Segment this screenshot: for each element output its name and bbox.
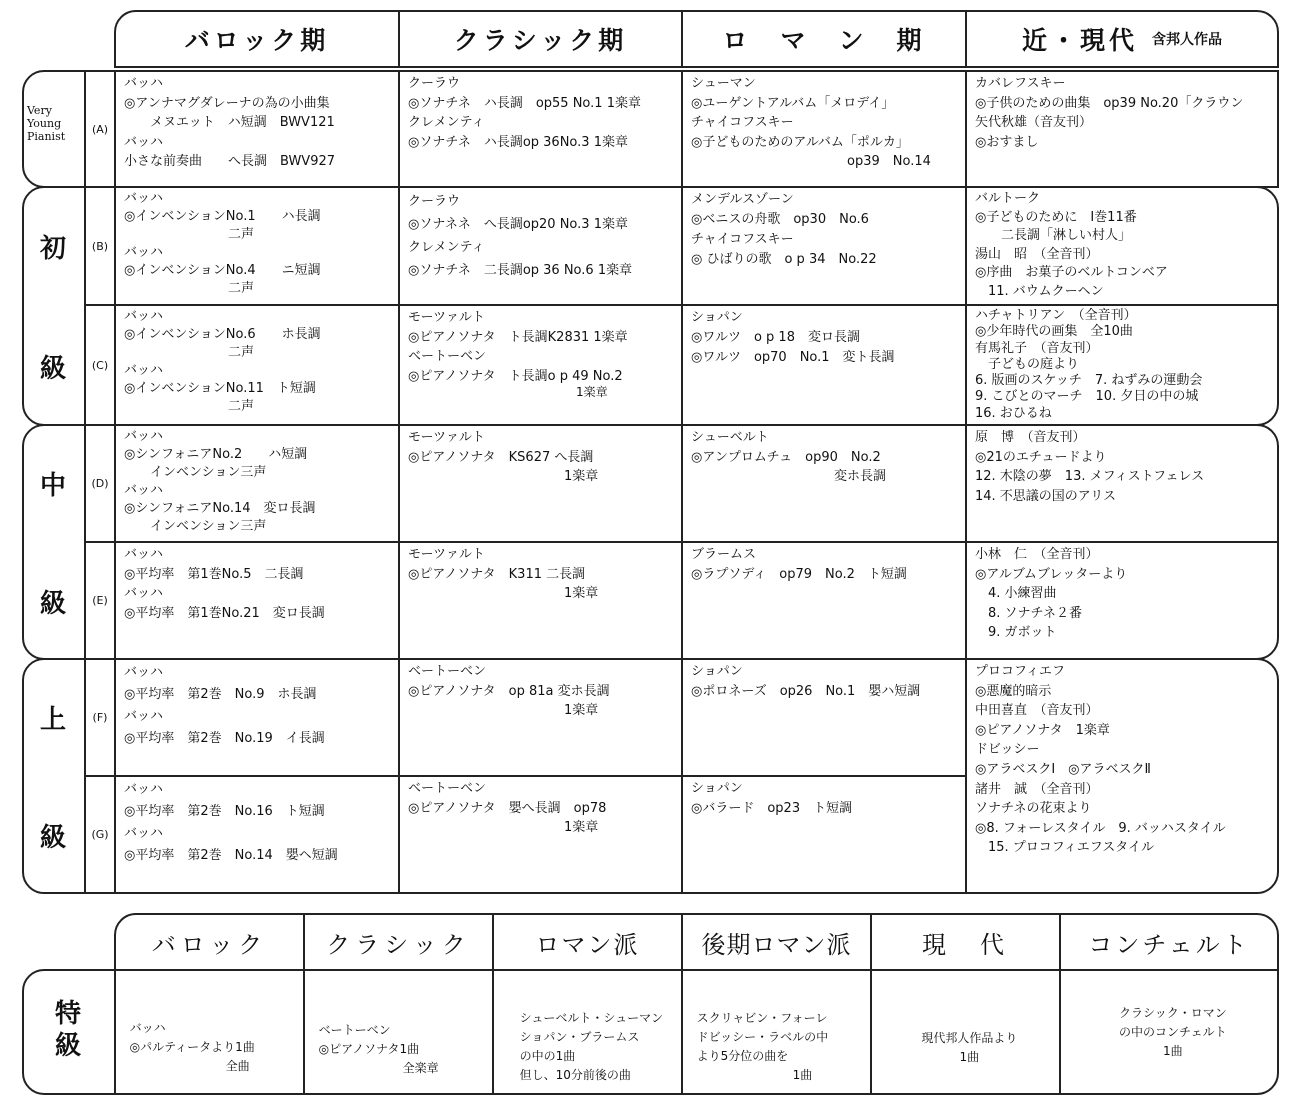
cell-fg-modern: プロコフィエフ ◎悪魔的暗示 中田喜直 （音友刊） ◎ピアノソナタ 1楽章 ドビッシー ◎アラベスクⅠ ◎アラベスクⅡ 諸井 誠 （全音刊） ソナチネの花束より ◎8. フォーレスタイル 9. バッハスタイル 15. プロコフィエフスタイル bbox=[975, 664, 1226, 856]
special-cell-classic: ベートーベン ◎ピアノソナタ1曲 全楽章 bbox=[318, 1023, 439, 1075]
cell-g-classic: ベートーベン ◎ピアノソナタ 嬰へ長調 op78 1楽章 bbox=[408, 781, 607, 835]
cell-e-romantic: ブラームス ◎ラプソディ op79 No.2 ト短調 bbox=[691, 547, 907, 582]
cell-c-classic: モーツァルト ◎ピアノソナタ ト長調K2831 1楽章 ベートーベン ◎ピアノソナタ ト長調o p 49 No.2 1楽章 bbox=[408, 310, 628, 399]
level-beginner: 初 級 bbox=[39, 233, 66, 384]
header-romantic: ロ マ ン 期 bbox=[681, 10, 967, 68]
row-mark-d: (D) bbox=[91, 477, 109, 490]
cell-e-baroque: バッハ ◎平均率 第1巻No.5 二長調 バッハ ◎平均率 第1巻No.21 変ロ長調 bbox=[124, 547, 325, 621]
cell-d-modern: 原 博 （音友刊） ◎21のエチュードより 12. 木陰の夢 13. メフィストフェレス 14. 不思議の国のアリス bbox=[975, 430, 1205, 504]
header-modern: 近・現代 含邦人作品 bbox=[965, 10, 1279, 68]
level-special: 特 級 bbox=[54, 999, 81, 1061]
cell-a-modern: カバレフスキー ◎子供のための曲集 op39 No.20「クラウン 矢代秋雄（音友刊） ◎おすまし bbox=[975, 76, 1244, 150]
header-modern-sub: 含邦人作品 bbox=[1152, 32, 1222, 48]
cell-f-classic: ベートーベン ◎ピアノソナタ op 81a 変ホ長調 1楽章 bbox=[408, 664, 610, 718]
level-very-young: Very Young Pianist bbox=[27, 104, 66, 143]
special-header-romantic: ロマン派 bbox=[535, 930, 640, 959]
special-header-modern: 現 代 bbox=[922, 930, 1009, 959]
cell-a-classic: クーラウ ◎ソナチネ ハ長調 op55 No.1 1楽章 クレメンティ ◎ソナチネ ハ長調op 36No.3 1楽章 bbox=[408, 76, 641, 150]
cell-e-modern: 小林 仁 （全音刊） ◎アルブムブレッターより 4. 小練習曲 8. ソナチネ２番 9. ガボット bbox=[975, 547, 1128, 640]
header-baroque: バロック期 bbox=[114, 10, 400, 68]
cell-g-baroque: バッハ ◎平均率 第2巻 No.16 ト短調 バッハ ◎平均率 第2巻 No.14 嬰ヘ短調 bbox=[124, 782, 338, 863]
row-mark-e: (E) bbox=[92, 594, 108, 607]
level-intermediate: 中 級 bbox=[39, 470, 66, 619]
cell-g-romantic: ショパン ◎バラード op23 ト短調 bbox=[691, 781, 853, 816]
special-cell-late-romantic: スクリャビン・フォーレ ドビッシー・ラベルの中 より5分位の曲を 1曲 bbox=[696, 1011, 829, 1082]
row-mark-g: (G) bbox=[91, 828, 109, 841]
cell-b-romantic: メンデルスゾーン ◎ベニスの舟歌 op30 No.6 チャイコフスキー ◎ ひばりの歌 o p 34 No.22 bbox=[691, 192, 877, 267]
cell-c-romantic: ショパン ◎ワルツ o p 18 変ロ長調 ◎ワルツ op70 No.1 変ト長調 bbox=[691, 310, 895, 365]
cell-a-baroque: バッハ ◎アンナマグダレーナの為の小曲集 メヌエット ハ短調 BWV121 バッハ 小さな前奏曲 へ長調 BWV927 bbox=[124, 76, 336, 169]
cell-c-modern: ハチャトリアン （全音刊） ◎少年時代の画集 全10曲 有馬礼子 （音友刊） 子どもの庭より 6. 版画のスケッチ 7. ねずみの運動会 9. こびとのマーチ 10. 夕日の中の城 16. おひるね bbox=[975, 308, 1203, 421]
row-mark-c: (C) bbox=[91, 358, 109, 372]
special-cell-baroque: バッハ ◎パルティータより1曲 全曲 bbox=[129, 1021, 255, 1073]
cell-d-romantic: シューベルト ◎アンプロムチュ op90 No.2 変ホ長調 bbox=[691, 430, 887, 484]
special-header-concerto: コンチェルト bbox=[1088, 930, 1250, 959]
row-mark-b: (B) bbox=[91, 239, 109, 253]
special-header-late-romantic: 後期ロマン派 bbox=[701, 930, 852, 959]
cell-f-romantic: ショパン ◎ポロネーズ op26 No.1 嬰ハ短調 bbox=[691, 664, 921, 699]
cell-b-modern: バルトーク ◎子どものために Ⅰ巻11番 二長調「淋しい村人」 湯山 昭 （全音刊） ◎序曲 お菓子のベルトコンベア 11. バウムクーヘン bbox=[975, 191, 1168, 299]
special-cell-concerto: クラシック・ロマン の中のコンチェルト 1曲 bbox=[1118, 1006, 1227, 1058]
cell-d-baroque: バッハ ◎シンフォニアNo.2 ハ短調 インベンション三声 バッハ ◎シンフォニアNo.14 変ロ長調 インベンション三声 bbox=[124, 429, 316, 534]
row-mark-a: (A) bbox=[91, 122, 109, 136]
row-mark-f: (F) bbox=[92, 711, 108, 724]
cell-e-classic: モーツァルト ◎ピアノソナタ K311 二長調 1楽章 bbox=[408, 547, 599, 601]
cell-b-classic: クーラウ ◎ソナネネ へ長調op20 No.3 1楽章 クレメンティ ◎ソナチネ 二長調op 36 No.6 1楽章 bbox=[408, 194, 633, 278]
cell-c-baroque: バッハ ◎インベンションNo.6 ホ長調 二声 バッハ ◎インベンションNo.11 ト短調 二声 bbox=[124, 309, 321, 414]
special-header-baroque: バロック bbox=[151, 930, 268, 959]
cell-a-romantic: シューマン ◎ユーゲントアルバム「メロデイ」 チャイコフスキー ◎子どものためのアルバム「ポルカ」 op39 No.14 bbox=[691, 76, 931, 169]
special-cell-romantic: シューベルト・シューマン ショパン・ブラームス の中の1曲 但し、10分前後の曲 bbox=[519, 1011, 664, 1082]
special-cell-modern: 現代邦人作品より 1曲 bbox=[921, 1031, 1018, 1064]
cell-d-classic: モーツァルト ◎ピアノソナタ KS627 へ長調 1楽章 bbox=[408, 430, 599, 484]
special-header-classic: クラシック bbox=[326, 930, 471, 959]
cell-b-baroque: バッハ ◎インベンションNo.1 ハ長調 二声 バッハ ◎インベンションNo.4 ニ短調 二声 bbox=[124, 191, 321, 296]
header-classic: クラシック期 bbox=[398, 10, 683, 68]
level-advanced: 上 級 bbox=[39, 704, 66, 853]
cell-f-baroque: バッハ ◎平均率 第2巻 No.9 ホ長調 バッハ ◎平均率 第2巻 No.19 イ長調 bbox=[124, 665, 325, 746]
